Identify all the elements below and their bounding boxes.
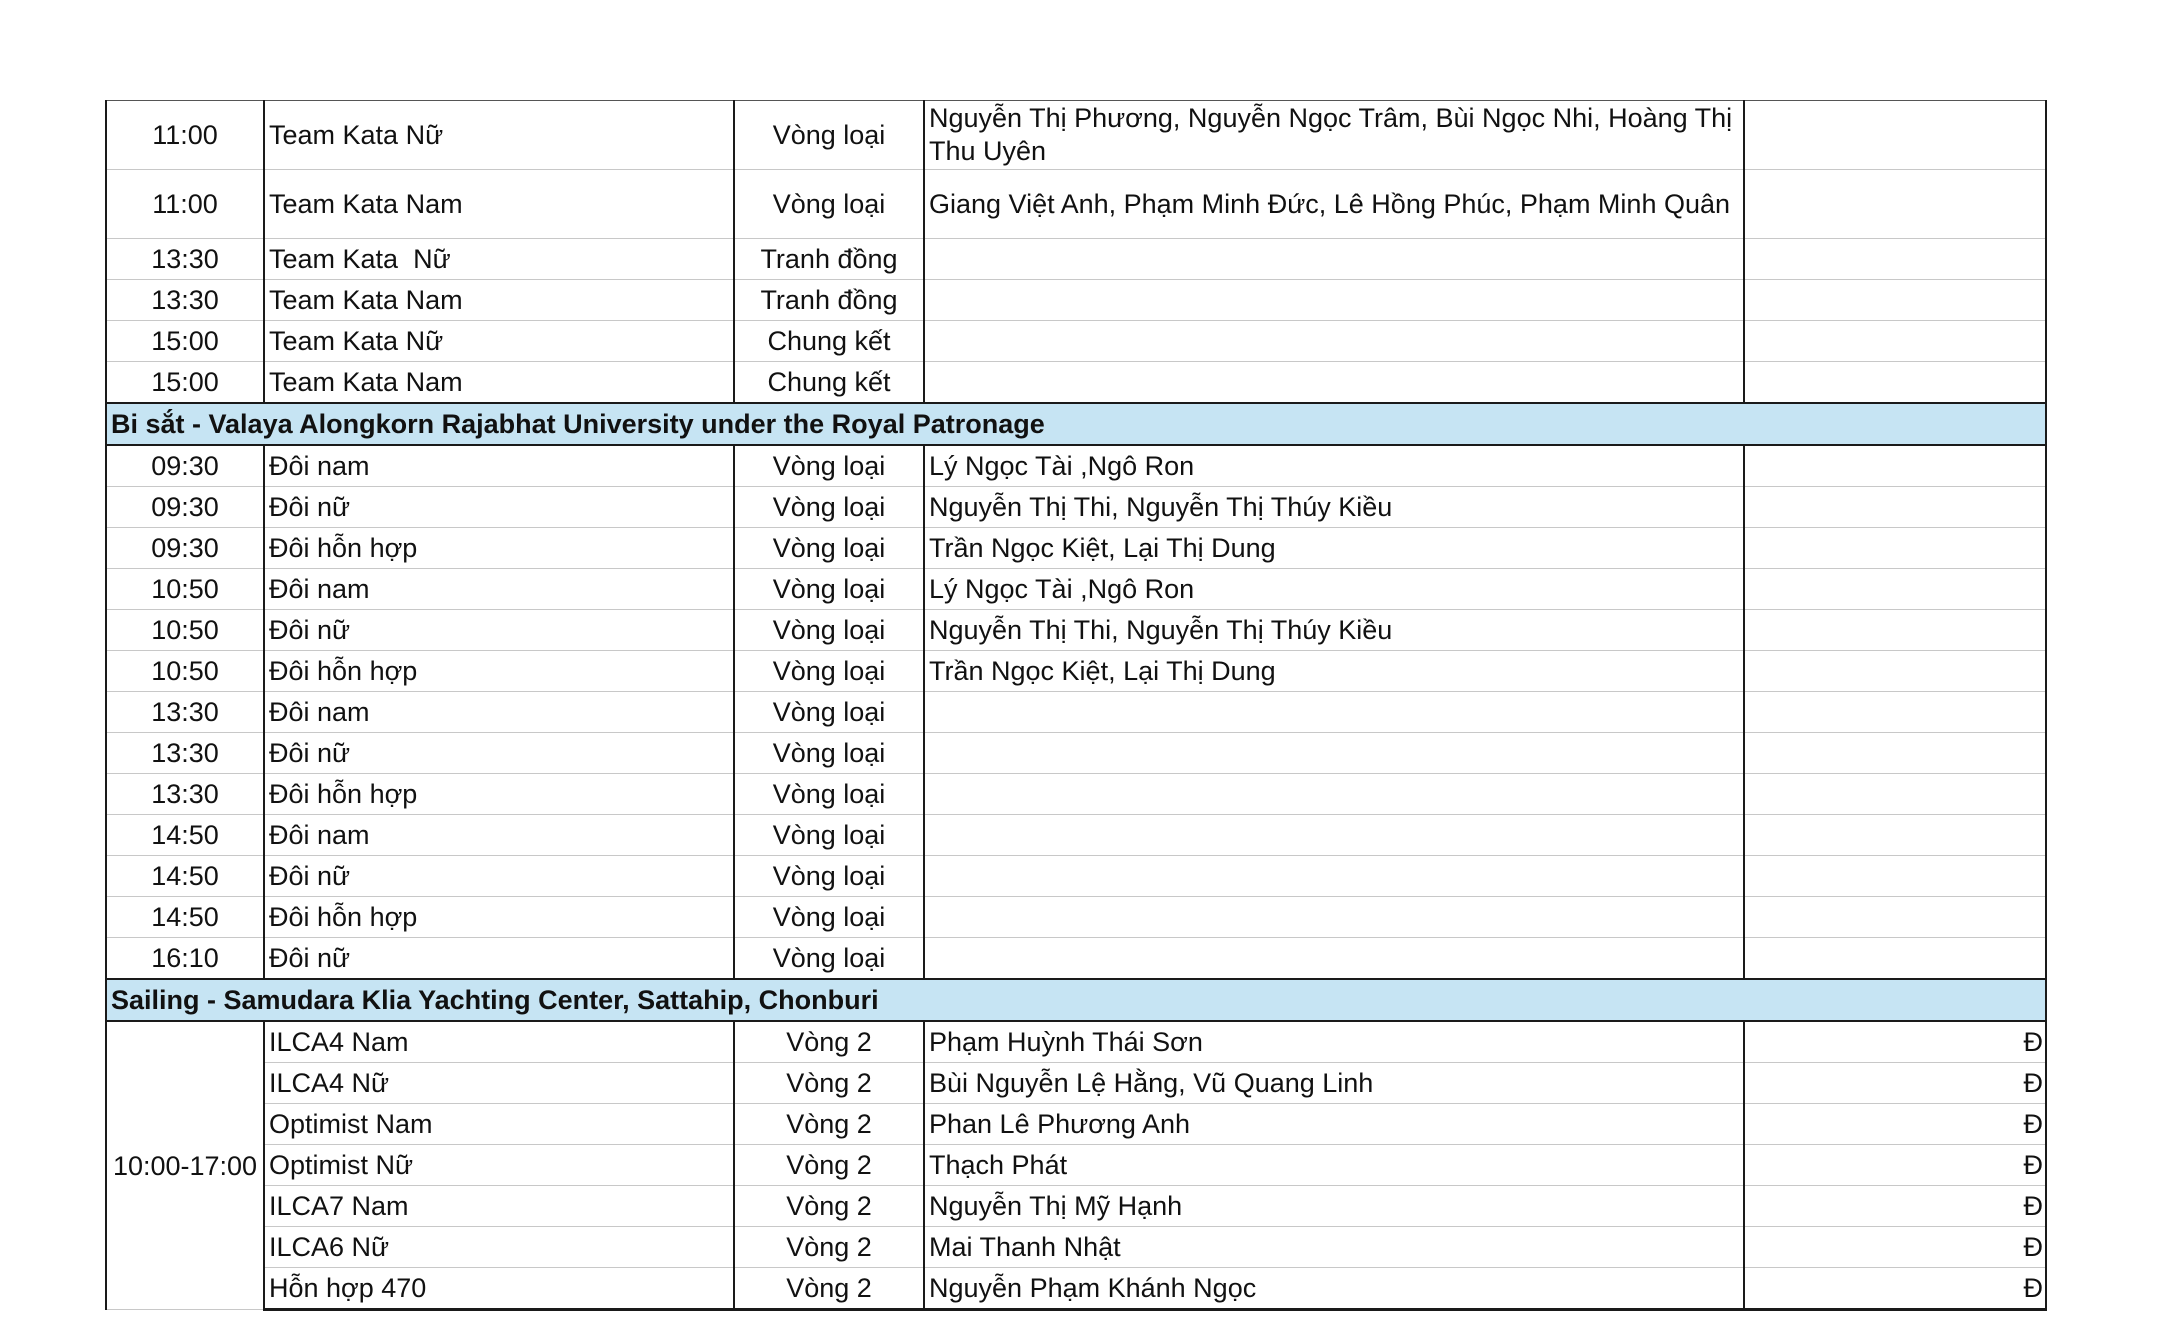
- event-cell: Đôi hỗn hợp: [264, 897, 734, 938]
- table-row: [106, 1227, 2046, 1268]
- athletes-cell: [924, 774, 1744, 815]
- round-cell: Vòng loại: [734, 487, 924, 528]
- extra-cell: [1744, 362, 2046, 404]
- round-cell: Vòng loại: [734, 445, 924, 487]
- extra-cell: Đ: [1744, 1268, 2046, 1310]
- extra-cell: [1744, 938, 2046, 980]
- table-row: [106, 280, 2046, 321]
- time-cell: 09:30: [106, 528, 264, 569]
- table-row: [106, 897, 2046, 938]
- section-header-bisat: [106, 403, 2046, 445]
- event-cell: Đôi hỗn hợp: [264, 528, 734, 569]
- time-cell: 15:00: [106, 362, 264, 404]
- table-row: [106, 733, 2046, 774]
- event-cell: Team Kata Nam: [264, 170, 734, 239]
- extra-cell: Đ: [1744, 1145, 2046, 1186]
- athletes-cell: Nguyễn Phạm Khánh Ngọc: [924, 1268, 1744, 1310]
- event-cell: Đôi nữ: [264, 610, 734, 651]
- extra-cell: Đ: [1744, 1021, 2046, 1063]
- event-cell: ILCA7 Nam: [264, 1186, 734, 1227]
- event-cell: Đôi nữ: [264, 733, 734, 774]
- table-row: [106, 321, 2046, 362]
- time-cell: 13:30: [106, 692, 264, 733]
- round-cell: Vòng 2: [734, 1145, 924, 1186]
- extra-cell: [1744, 651, 2046, 692]
- time-cell: 10:50: [106, 651, 264, 692]
- time-cell: 14:50: [106, 856, 264, 897]
- time-cell: 09:30: [106, 487, 264, 528]
- athletes-cell: Thạch Phát: [924, 1145, 1744, 1186]
- round-cell: Chung kết: [734, 362, 924, 404]
- round-cell: Vòng loại: [734, 733, 924, 774]
- table-row: [106, 815, 2046, 856]
- extra-cell: Đ: [1744, 1063, 2046, 1104]
- extra-cell: [1744, 569, 2046, 610]
- event-cell: Đôi nữ: [264, 487, 734, 528]
- athletes-cell: Nguyễn Thị Phương, Nguyễn Ngọc Trâm, Bùi Ngọc Nhi, Hoàng Thị Thu Uyên: [924, 101, 1744, 170]
- time-cell: 15:00: [106, 321, 264, 362]
- event-cell: Đôi nam: [264, 692, 734, 733]
- extra-cell: [1744, 815, 2046, 856]
- athletes-cell: Lý Ngọc Tài ,Ngô Ron: [924, 569, 1744, 610]
- extra-cell: [1744, 239, 2046, 280]
- round-cell: Vòng loại: [734, 774, 924, 815]
- extra-cell: [1744, 445, 2046, 487]
- athletes-cell: Giang Việt Anh, Phạm Minh Đức, Lê Hồng Phúc, Phạm Minh Quân: [924, 170, 1744, 239]
- athletes-cell: [924, 897, 1744, 938]
- schedule-table: [105, 100, 2047, 1311]
- athletes-cell: [924, 733, 1744, 774]
- section-header-sailing: [106, 979, 2046, 1021]
- extra-cell: [1744, 610, 2046, 651]
- table-row: [106, 362, 2046, 404]
- table-row: [106, 692, 2046, 733]
- event-cell: Đôi nữ: [264, 938, 734, 980]
- athletes-cell: Nguyễn Thị Mỹ Hạnh: [924, 1186, 1744, 1227]
- extra-cell: Đ: [1744, 1186, 2046, 1227]
- table-row: [106, 445, 2046, 487]
- time-cell: 11:00: [106, 101, 264, 170]
- section-title: Sailing - Samudara Klia Yachting Center, Sattahip, Chonburi: [106, 979, 2046, 1021]
- time-cell: 13:30: [106, 280, 264, 321]
- round-cell: Vòng loại: [734, 528, 924, 569]
- athletes-cell: Nguyễn Thị Thi, Nguyễn Thị Thúy Kiều: [924, 610, 1744, 651]
- athletes-cell: Phan Lê Phương Anh: [924, 1104, 1744, 1145]
- round-cell: Vòng loại: [734, 897, 924, 938]
- round-cell: Chung kết: [734, 321, 924, 362]
- extra-cell: [1744, 733, 2046, 774]
- round-cell: Vòng loại: [734, 101, 924, 170]
- event-cell: Team Kata Nam: [264, 280, 734, 321]
- athletes-cell: Trần Ngọc Kiệt, Lại Thị Dung: [924, 651, 1744, 692]
- round-cell: Vòng loại: [734, 569, 924, 610]
- round-cell: Vòng loại: [734, 170, 924, 239]
- extra-cell: [1744, 856, 2046, 897]
- table-row: [106, 651, 2046, 692]
- athletes-cell: [924, 815, 1744, 856]
- athletes-cell: [924, 239, 1744, 280]
- table-row: [106, 856, 2046, 897]
- time-cell: 13:30: [106, 239, 264, 280]
- extra-cell: [1744, 487, 2046, 528]
- table-row: [106, 1145, 2046, 1186]
- event-cell: Team Kata Nam: [264, 362, 734, 404]
- event-cell: ILCA6 Nữ: [264, 1227, 734, 1268]
- time-cell: 13:30: [106, 733, 264, 774]
- event-cell: Đôi nam: [264, 569, 734, 610]
- time-cell: 09:30: [106, 445, 264, 487]
- table-row: [106, 1104, 2046, 1145]
- round-cell: Tranh đồng: [734, 280, 924, 321]
- round-cell: Tranh đồng: [734, 239, 924, 280]
- athletes-cell: [924, 692, 1744, 733]
- round-cell: Vòng loại: [734, 938, 924, 980]
- round-cell: Vòng 2: [734, 1268, 924, 1310]
- athletes-cell: [924, 321, 1744, 362]
- event-cell: Đôi nam: [264, 815, 734, 856]
- time-cell: 16:10: [106, 938, 264, 980]
- schedule-body: [106, 101, 2046, 1310]
- extra-cell: [1744, 280, 2046, 321]
- table-row: [106, 610, 2046, 651]
- round-cell: Vòng 2: [734, 1227, 924, 1268]
- event-cell: Optimist Nữ: [264, 1145, 734, 1186]
- event-cell: Hỗn hợp 470: [264, 1268, 734, 1310]
- table-row: [106, 1021, 2046, 1063]
- time-cell-merged: 10:00-17:00: [106, 1021, 264, 1310]
- table-row: [106, 487, 2046, 528]
- table-row: [106, 170, 2046, 239]
- round-cell: Vòng loại: [734, 651, 924, 692]
- athletes-cell: Nguyễn Thị Thi, Nguyễn Thị Thúy Kiều: [924, 487, 1744, 528]
- table-row: [106, 938, 2046, 980]
- round-cell: Vòng loại: [734, 815, 924, 856]
- athletes-cell: Mai Thanh Nhật: [924, 1227, 1744, 1268]
- time-cell: 11:00: [106, 170, 264, 239]
- round-cell: Vòng loại: [734, 856, 924, 897]
- extra-cell: Đ: [1744, 1104, 2046, 1145]
- extra-cell: [1744, 170, 2046, 239]
- table-row: [106, 1063, 2046, 1104]
- time-cell: 10:50: [106, 569, 264, 610]
- event-cell: ILCA4 Nam: [264, 1021, 734, 1063]
- event-cell: Đôi nữ: [264, 856, 734, 897]
- table-row: [106, 1268, 2046, 1310]
- time-cell: 14:50: [106, 897, 264, 938]
- athletes-cell: Trần Ngọc Kiệt, Lại Thị Dung: [924, 528, 1744, 569]
- round-cell: Vòng 2: [734, 1021, 924, 1063]
- athletes-cell: [924, 938, 1744, 980]
- extra-cell: [1744, 101, 2046, 170]
- athletes-cell: Bùi Nguyễn Lệ Hằng, Vũ Quang Linh: [924, 1063, 1744, 1104]
- athletes-cell: Lý Ngọc Tài ,Ngô Ron: [924, 445, 1744, 487]
- extra-cell: Đ: [1744, 1227, 2046, 1268]
- round-cell: Vòng loại: [734, 692, 924, 733]
- table-row: [106, 569, 2046, 610]
- round-cell: Vòng 2: [734, 1063, 924, 1104]
- time-cell: 13:30: [106, 774, 264, 815]
- section-title: Bi sắt - Valaya Alongkorn Rajabhat University under the Royal Patronage: [106, 403, 2046, 445]
- table-row: [106, 101, 2046, 170]
- round-cell: Vòng 2: [734, 1104, 924, 1145]
- extra-cell: [1744, 528, 2046, 569]
- event-cell: Team Kata Nữ: [264, 101, 734, 170]
- event-cell: Đôi nam: [264, 445, 734, 487]
- athletes-cell: [924, 280, 1744, 321]
- table-row: [106, 528, 2046, 569]
- table-row: [106, 1186, 2046, 1227]
- athletes-cell: [924, 856, 1744, 897]
- extra-cell: [1744, 321, 2046, 362]
- athletes-cell: [924, 362, 1744, 404]
- extra-cell: [1744, 774, 2046, 815]
- round-cell: Vòng loại: [734, 610, 924, 651]
- table-row: [106, 774, 2046, 815]
- extra-cell: [1744, 692, 2046, 733]
- time-cell: 10:50: [106, 610, 264, 651]
- event-cell: Team Kata Nữ: [264, 321, 734, 362]
- event-cell: Team Kata Nữ: [264, 239, 734, 280]
- athletes-cell: Phạm Huỳnh Thái Sơn: [924, 1021, 1744, 1063]
- round-cell: Vòng 2: [734, 1186, 924, 1227]
- event-cell: ILCA4 Nữ: [264, 1063, 734, 1104]
- event-cell: Đôi hỗn hợp: [264, 651, 734, 692]
- table-row: [106, 239, 2046, 280]
- event-cell: Optimist Nam: [264, 1104, 734, 1145]
- time-cell: 14:50: [106, 815, 264, 856]
- extra-cell: [1744, 897, 2046, 938]
- event-cell: Đôi hỗn hợp: [264, 774, 734, 815]
